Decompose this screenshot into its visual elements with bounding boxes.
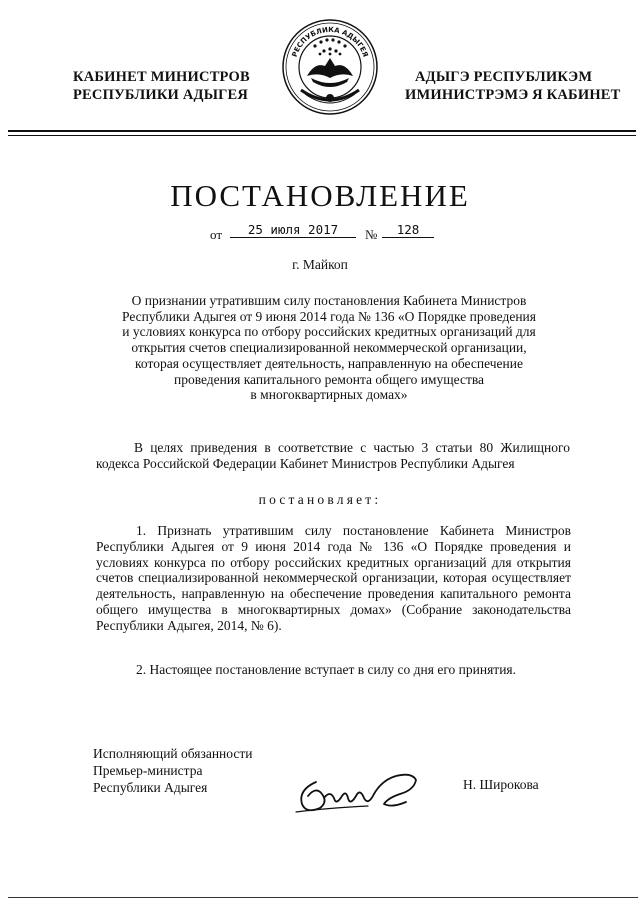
issuer-header-ady [405, 68, 621, 104]
issuer-ady-line-2: ИМИНИСТРЭМЭ Я КАБИНЕТ [405, 87, 621, 103]
clause-1: 1. Признать утратившим силу постановление Кабинета Министров Республики Адыгея от 9 июня 2014 года № 136 «О Порядке проведения и условиях конкурса по отбору российских кредитных организаций для открытия счетов специализированной некоммерческой организации, которая осуществляет деятельность, направленную на обеспечение проведения капитального ремонта общего имущества в многоквартирных домах» (Собрание законодательства Республики Адыгея, 2014, № 6). [96, 523, 571, 633]
handwritten-signature [288, 768, 423, 818]
date-prefix: от [210, 227, 223, 242]
clause-2: 2. Настоящее постановление вступает в силу со дня его принятия. [136, 662, 517, 677]
document-number: 128 [382, 222, 434, 238]
issuer-header-ru [73, 68, 250, 104]
coat-of-arms-emblem [281, 18, 379, 116]
document-date: 25 июля 2017 [230, 222, 356, 238]
preamble-line-2: кодекса Российской Федерации Кабинет Министров Республики Адыгея [96, 456, 515, 471]
issuer-line-1: КАБИНЕТ МИНИСТРОВ [73, 69, 250, 85]
page-bottom-edge [8, 897, 638, 898]
resolves-heading: постановляет: [258, 492, 382, 507]
issuer-line-2: РЕСПУБЛИКИ АДЫГЕЯ [73, 87, 249, 103]
issuer-ady-line-1: АДЫГЭ РЕСПУБЛИКЭМ [415, 69, 593, 85]
signatory-position: Исполняющий обязанности Премьер-министра Республики Адыгея [93, 746, 253, 795]
svg-text:РЕСПУБЛИКА АДЫГЕЯ: РЕСПУБЛИКА АДЫГЕЯ [290, 25, 370, 59]
city-label: г. Майкоп [292, 257, 348, 272]
number-prefix: № [365, 227, 378, 242]
document-title: ПОСТАНОВЛЕНИЕ [170, 178, 470, 213]
preamble-line-1: В целях приведения в соответствие с частью 3 статьи 80 Жилищного [134, 440, 570, 455]
header-divider-thin [8, 135, 636, 136]
signatory-name: Н. Широкова [463, 777, 539, 792]
header-divider-thick [8, 130, 636, 132]
document-subject: О признании утратившим силу постановления Кабинета Министров Республики Адыгея от 9 июня 2014 года № 136 «О Порядке проведения и условиях конкурса по отбору российских кредитных организаций для открытия счетов специализированной некоммерческой организации, которая осуществляет деятельность, направленную на обеспечение проведения капитального ремонта общего имущества в многоквартирных домах» [121, 293, 536, 403]
preamble [96, 440, 570, 472]
